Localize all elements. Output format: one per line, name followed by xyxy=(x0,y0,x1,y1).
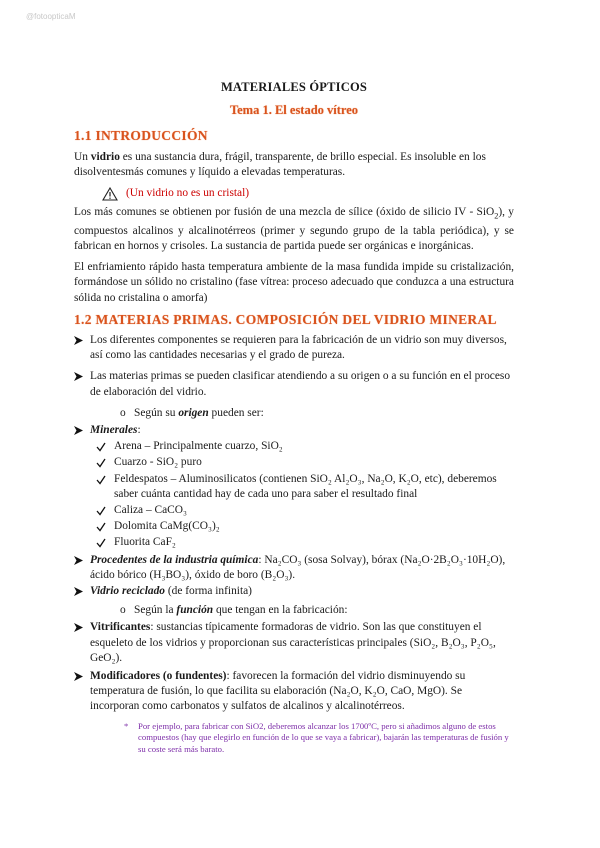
arrow-bullet-icon xyxy=(74,372,83,381)
section-heading-materias-primas: 1.2 MATERIAS PRIMAS. COMPOSICIÓN DEL VIDRIO MINERAL xyxy=(74,311,497,327)
warning-text: (Un vidrio no es un cristal) xyxy=(126,187,250,200)
classification-origin: o Según su origen pueden ser: xyxy=(120,406,514,421)
function-list xyxy=(74,620,514,714)
list-item: Las materias primas se pueden clasificar atendiendo a su origen o a su función en el proceso de elaboración del vidrio. xyxy=(74,369,514,399)
arrow-bullet-icon xyxy=(74,587,83,596)
origin-list-continued xyxy=(74,553,514,600)
arrow-bullet-icon xyxy=(74,672,83,681)
list-item-modificadores: Modificadores (o fundentes): favorecen la formación del vidrio disminuyendo su temperatura de fusión, lo que facilita su elaboración (Na₂O, K₂O, CaO, MgO). Se incorporan como carbonatos y sulfatos de alcalinos y alcalinotérreos. xyxy=(74,669,514,715)
check-icon xyxy=(96,475,106,485)
check-icon xyxy=(96,506,106,516)
circle-bullet-icon: o xyxy=(120,604,126,617)
list-item: Los diferentes componentes se requieren para la fabricación de un vidrio son muy diversos, así como las cantidades necesarias y el grado de pureza. xyxy=(74,333,514,363)
list-item-industria: Procedentes de la industria química: Na₂CO₃ (sosa Solvay), bórax (Na₂O·2B₂O₃·10H₂O), ácido bórico (H₃BO₃), óxido de boro (B₂O₃). xyxy=(74,553,514,583)
list-item-reciclado: Vidrio reciclado (de forma infinita) xyxy=(74,584,514,599)
example-note: * Por ejemplo, para fabricar con SiO2, deberemos alcanzar los 1700ºC, pero si añadimos alguno de estos compuestos (hay que elegirlo en función de lo que se vaya a fabricar), bajarán las temperaturas de fusión y su coste será más barato. xyxy=(124,720,509,754)
check-icon xyxy=(96,538,106,548)
list-item-vitrificantes: Vitrificantes: sustancias típicamente formadoras de vidrio. Son las que constituyen el esqueleto de los vidrios y proporcionan sus características principales (SiO₂, B₂O₃, P₂O₅, GeO₂). xyxy=(74,620,514,666)
star-bullet-icon: * xyxy=(124,720,129,731)
watermark: @fotoopticaM xyxy=(26,12,76,21)
classification-function: o Según la función que tengan en la fabricación: xyxy=(120,603,514,618)
mineral-item: Caliza – CaCO₃ xyxy=(96,503,514,518)
arrow-bullet-icon xyxy=(74,426,83,435)
arrow-bullet-icon xyxy=(74,336,83,345)
mineral-item: Arena – Principalmente cuarzo, SiO₂ xyxy=(96,439,514,454)
section-heading-introduccion: 1.1 INTRODUCCIÓN xyxy=(74,128,208,144)
page-title: MATERIALES ÓPTICOS xyxy=(220,80,368,94)
bullet-list xyxy=(74,333,514,400)
list-item-minerales: Minerales: xyxy=(74,423,514,438)
paragraph-definition: Un vidrio es una sustancia dura, frágil, transparente, de brillo especial. Es insoluble en los disolventesmás comunes y líquido a elevadas temperaturas. xyxy=(74,150,486,178)
mineral-item: Feldespatos – Aluminosilicatos (contienen SiO₂ Al₂O₃, Na₂O, K₂O, etc), deberemos saber cuánta cantidad hay de cada uno para saber el resultado final xyxy=(96,472,514,502)
arrow-bullet-icon xyxy=(74,556,83,565)
page-subtitle: Tema 1. El estado vítreo xyxy=(229,103,359,118)
arrow-bullet-icon xyxy=(74,623,83,632)
paragraph-cooling: El enfriamiento rápido hasta temperatura ambiente de la masa fundida impide su cristalización, formándose un sólido no cristalino (fase vítrea: proceso adecuado que conduzca a una estructura sólida no cristalina o amorfa) xyxy=(74,261,514,304)
origin-list xyxy=(74,423,514,438)
mineral-item: Fluorita CaF₂ xyxy=(96,535,514,550)
check-icon xyxy=(96,458,106,468)
paragraph-composition: Los más comunes se obtienen por fusión de una mezcla de sílice (óxido de silicio IV - SiO$_2$), y compuestos alcalinos y alcalinotérreos (primer y segundo grupo de la tabla periódica), y se fabrican en hornos y crisoles. La sustancia de partida puede ser orgánicas e inorgánicas. xyxy=(74,206,514,252)
mineral-item: Cuarzo - SiO₂ puro xyxy=(96,455,514,470)
circle-bullet-icon: o xyxy=(120,406,126,419)
mineral-item: Dolomita CaMg(CO₃)₂ xyxy=(96,519,514,534)
check-icon xyxy=(96,442,106,452)
check-icon xyxy=(96,522,106,532)
warning-callout xyxy=(102,186,514,201)
warning-icon xyxy=(102,187,118,201)
minerales-list xyxy=(96,439,514,550)
document-page xyxy=(74,80,514,755)
